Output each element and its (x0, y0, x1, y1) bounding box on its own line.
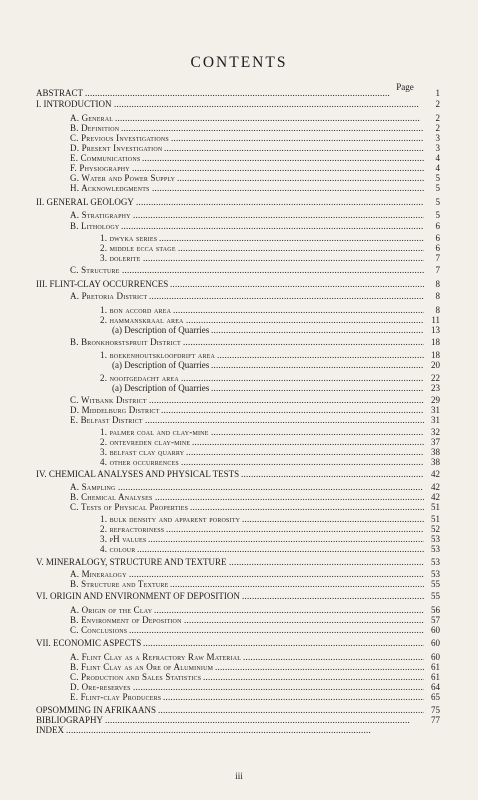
toc-entry-label: 2. refractoriness (100, 524, 165, 534)
dot-leader (136, 197, 424, 208)
toc-entry (36, 557, 440, 568)
toc-entry-page: 5 (435, 173, 440, 183)
toc-entry-page: 5 (435, 183, 440, 193)
toc-entry-page: 77 (431, 715, 440, 725)
toc-entry (36, 99, 440, 110)
toc-entry-page: 31 (431, 405, 440, 415)
toc-entry-page: 4 (435, 163, 440, 173)
page-number: iii (235, 771, 243, 781)
dot-leader (66, 725, 424, 736)
toc-entry-page: 75 (431, 705, 440, 715)
toc-entry-page: 29 (431, 395, 440, 405)
toc-entry (70, 291, 440, 302)
toc-entry (70, 625, 440, 636)
toc-entry-page: 18 (431, 337, 440, 347)
dot-leader (190, 502, 424, 513)
toc-entry-page: 2 (435, 99, 440, 109)
toc-entry-label: H. Acknowledgments (70, 183, 150, 193)
dot-leader (143, 638, 424, 649)
toc-entry (36, 469, 440, 480)
toc-entry-label: A. Origin of the Clay (70, 605, 153, 615)
toc-entry-page: 8 (435, 305, 440, 315)
dot-leader (211, 325, 424, 336)
toc-entry-page: 22 (431, 373, 440, 383)
toc-entry-label: D. Present Investigation (70, 143, 163, 153)
toc-entry-label: B. Lithology (70, 221, 120, 231)
toc-entry (112, 360, 440, 371)
toc-entry (100, 253, 440, 264)
toc-entry-label: A. Stratigraphy (70, 210, 131, 220)
toc-entry-page: 8 (435, 291, 440, 301)
toc-entry-label: B. Structure and Texture (70, 579, 169, 589)
toc-entry-page: 31 (431, 415, 440, 425)
toc-entry-label: ABSTRACT (36, 88, 84, 98)
toc-entry-page: 60 (431, 638, 440, 648)
toc-entry-label: D. Middelburg District (70, 405, 160, 415)
toc-entry-label: C. Conclusions (70, 625, 128, 635)
toc-entry-label: B. Definition (70, 123, 120, 133)
toc-entry (70, 210, 440, 221)
page-column-header: Page (396, 82, 414, 92)
toc-entry-page: 2 (435, 113, 440, 123)
dot-leader (85, 88, 424, 99)
dot-leader (145, 415, 424, 426)
dot-leader (152, 183, 424, 194)
toc-entry (36, 725, 440, 736)
toc-entry-page: 52 (431, 524, 440, 534)
toc-entry-label: 3. pH values (100, 534, 147, 544)
toc-entry-label: 3. belfast clay quarry (100, 447, 185, 457)
toc-entry-label: B. Flint Clay as an Ore of Aluminium (70, 662, 214, 672)
toc-entry-page: 65 (431, 692, 440, 702)
toc-entry-page: 38 (431, 447, 440, 457)
toc-entry-label: III. FLINT-CLAY OCCURRENCES (36, 279, 169, 289)
toc-entry-label: C. Witbank District (70, 395, 147, 405)
toc-entry-page: 13 (431, 325, 440, 335)
toc-entry-page: 42 (431, 482, 440, 492)
page-title: CONTENTS (190, 54, 288, 71)
toc-entry-page: 56 (431, 605, 440, 615)
toc-entry-label: E. Flint-clay Producers (70, 692, 162, 702)
toc-entry-label: II. GENERAL GEOLOGY (36, 197, 134, 207)
dot-leader (137, 544, 424, 555)
toc-entry-label: 1. bulk density and apparent porosity (100, 514, 241, 524)
toc-entry-label: C. Production and Sales Statistics (70, 672, 202, 682)
toc-entry-page: 2 (435, 123, 440, 133)
toc-entry-page: 55 (431, 591, 440, 601)
toc-entry-page: 3 (435, 143, 440, 153)
toc-entry-label: (a) Description of Quarries (112, 360, 210, 370)
toc-entry-label: D. Ore-reserves (70, 682, 131, 692)
toc-entry (36, 197, 440, 208)
toc-entry-label: 1. boekenhoutskloofdrift area (100, 350, 216, 360)
toc-entry (36, 591, 440, 602)
dot-leader (211, 383, 424, 394)
toc-entry-label: E. Communications (70, 153, 141, 163)
toc-entry-label: INDEX (36, 725, 64, 735)
toc-entry-label: C. Previous Investigations (70, 133, 169, 143)
dot-leader (229, 557, 424, 568)
toc-entry-page: 42 (431, 492, 440, 502)
toc-entry (70, 183, 440, 194)
toc-entry-label: (a) Description of Quarries (112, 325, 210, 335)
toc-entry-page: 57 (431, 615, 440, 625)
toc-entry-page: 64 (431, 682, 440, 692)
toc-entry-page: 37 (431, 437, 440, 447)
toc-entry-page: 7 (435, 253, 440, 263)
toc-entry-label: B. Chemical Analyses (70, 492, 153, 502)
toc-entry-label: OPSOMMING IN AFRIKAANS (36, 705, 157, 715)
toc-entry-label: B. Bronkhorstspruit District (70, 337, 181, 347)
toc-entry-label: BIBLIOGRAPHY (36, 715, 104, 725)
toc-entry-label: A. Mineralogy (70, 569, 127, 579)
toc-entry (112, 383, 440, 394)
toc-entry (36, 638, 440, 649)
toc-entry-page: 51 (431, 502, 440, 512)
toc-entry-page: 61 (431, 662, 440, 672)
toc-entry-page: 6 (435, 233, 440, 243)
toc-entry-label: 2. ontevreden clay-mine (100, 437, 191, 447)
toc-entry-page: 38 (431, 457, 440, 467)
toc-entry-label: IV. CHEMICAL ANALYSES AND PHYSICAL TESTS (36, 469, 240, 479)
toc-entry-page: 6 (435, 221, 440, 231)
toc-entry-label: V. MINERALOGY, STRUCTURE AND TEXTURE (36, 557, 227, 567)
toc-entry-label: A. Sampling (70, 482, 116, 492)
toc-entry-page: 23 (431, 383, 440, 393)
toc-entry-page: 4 (435, 153, 440, 163)
toc-entry-label: A. General (70, 113, 114, 123)
toc-entry-label: B. Environment of Deposition (70, 615, 182, 625)
toc-entry-page: 18 (431, 350, 440, 360)
toc-entry-label: 1. bon accord area (100, 305, 172, 315)
toc-entry-page: 11 (431, 315, 440, 325)
toc-entry (70, 415, 440, 426)
dot-leader (183, 337, 424, 348)
toc-entry-label: C. Structure (70, 265, 120, 275)
toc-entry-page: 5 (435, 210, 440, 220)
toc-entry-label: G. Water and Power Supply (70, 173, 176, 183)
toc-entry (36, 279, 440, 290)
toc-entry-label: A. Flint Clay as a Refractory Raw Material (70, 652, 242, 662)
dot-leader (163, 692, 424, 703)
dot-leader (211, 360, 424, 371)
toc-entry-label: 4. colour (100, 544, 136, 554)
dot-leader (121, 221, 424, 232)
toc-entry-page: 7 (435, 265, 440, 275)
dot-leader (133, 210, 424, 221)
toc-entry-page: 53 (431, 557, 440, 567)
dot-leader (170, 579, 424, 590)
toc-entry (100, 457, 440, 468)
toc-entry-page: 1 (435, 88, 440, 98)
toc-entry-label: 2. nooitgedacht area (100, 373, 179, 383)
toc-entry (70, 337, 440, 348)
toc-entry-label: (a) Description of Quarries (112, 383, 210, 393)
toc-entry-label: VII. ECONOMIC ASPECTS (36, 638, 142, 648)
dot-leader (114, 99, 424, 110)
toc-entry-label: C. Tests of Physical Properties (70, 502, 189, 512)
toc-entry-label: 3. dolerite (100, 253, 141, 263)
toc-entry-page: 6 (435, 243, 440, 253)
toc-entry-page: 61 (431, 672, 440, 682)
toc-entry-page: 51 (431, 514, 440, 524)
dot-leader (181, 457, 424, 468)
dot-leader (242, 591, 424, 602)
toc-entry-page: 53 (431, 569, 440, 579)
toc-entry-page: 53 (431, 544, 440, 554)
toc-entry-label: 2. middle ecca stage (100, 243, 176, 253)
dot-leader (129, 625, 424, 636)
toc-entry-label: 2. hammanskraal area (100, 315, 184, 325)
dot-leader (170, 279, 424, 290)
toc-entry (70, 502, 440, 513)
toc-entry (70, 221, 440, 232)
toc-entry (36, 88, 440, 99)
toc-entry-page: 42 (431, 469, 440, 479)
toc-entry-page: 8 (435, 279, 440, 289)
dot-leader (149, 291, 424, 302)
toc-entry-label: I. INTRODUCTION (36, 99, 112, 109)
toc-entry (70, 692, 440, 703)
toc-entry-page: 3 (435, 133, 440, 143)
toc-entry-page: 53 (431, 534, 440, 544)
toc-entry (70, 579, 440, 590)
toc-entry-page: 60 (431, 625, 440, 635)
toc-entry (70, 265, 440, 276)
dot-leader (241, 469, 424, 480)
toc-entry-page: 60 (431, 652, 440, 662)
toc-entry-label: VI. ORIGIN AND ENVIRONMENT OF DEPOSITION (36, 591, 240, 601)
toc-entry-page: 55 (431, 579, 440, 589)
toc-entry-label: 1. dwyka series (100, 233, 158, 243)
toc-entry-label: 4. other occurrences (100, 457, 179, 467)
dot-leader (122, 265, 424, 276)
toc-entry-label: F. Physiography (70, 163, 130, 173)
toc-entry-page: 5 (435, 197, 440, 207)
toc-entry (112, 325, 440, 336)
toc-entry-label: E. Belfast District (70, 415, 143, 425)
dot-leader (143, 253, 424, 264)
toc-entry-label: 1. palmer coal and clay-mine (100, 427, 209, 437)
toc-entry (100, 544, 440, 555)
toc-entry-label: A. Pretoria District (70, 291, 148, 301)
toc-entry-page: 20 (431, 360, 440, 370)
toc-entry-page: 32 (431, 427, 440, 437)
